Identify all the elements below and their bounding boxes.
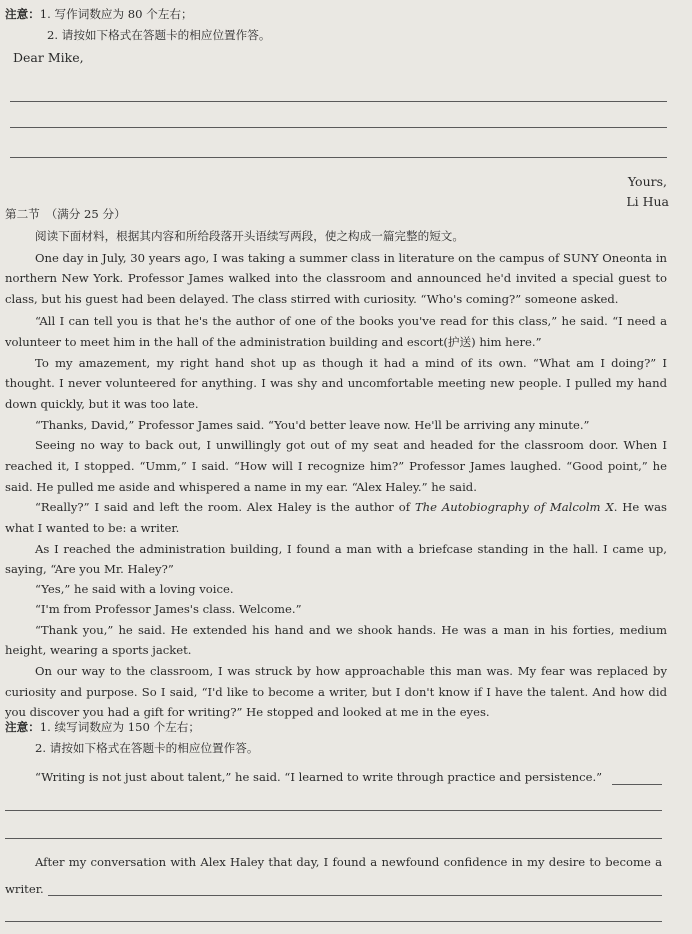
answer-line[interactable] — [612, 784, 662, 785]
note-1-item-1: 1. 写作词数应为 80 个左右； — [39, 7, 193, 21]
note-2-item-1: 1. 续写词数应为 150 个左右； — [39, 720, 200, 734]
story-line: down quickly, but it was too late. — [5, 397, 199, 411]
story-line: “I'm from Professor James's class. Welcome.” — [35, 602, 302, 616]
section-heading: 第二节 （满分 25 分） — [5, 207, 126, 221]
story-text: . He was — [613, 500, 667, 514]
story-line: Seeing no way to back out, I unwillingly got out of my seat and headed for the classroom door. When I — [35, 438, 667, 452]
answer-line[interactable] — [10, 101, 667, 102]
story-line: height, wearing a sports jacket. — [5, 643, 192, 657]
story-line: “Thank you,” he said. He extended his hand and we shook hands. He was a man in his forties, medium — [35, 623, 667, 637]
answer-line[interactable] — [48, 895, 662, 896]
story-line: volunteer to meet him in the hall of the administration building and escort(护送) him here.” — [5, 335, 542, 349]
story-line: you discover you had a gift for writing?” He stopped and looked at me in the eyes. — [5, 705, 490, 719]
story-line: As I reached the administration building, I found a man with a briefcase standing in the hall. I came up, — [35, 542, 667, 556]
story-line: class, but his guest had been delayed. The class stirred with curiosity. “Who's coming?” someone asked. — [5, 292, 619, 306]
story-line: One day in July, 30 years ago, I was taking a summer class in literature on the campus of SUNY Oneonta in — [35, 251, 667, 265]
note-1-label: 注意： — [5, 7, 40, 21]
story-line: curiosity and purpose. So I said, “I'd like to become a writer, but I don't know if I have the talent. And how did — [5, 685, 667, 699]
story-line: northern New York. Professor James walked into the classroom and announced he'd invited a special guest to — [5, 271, 667, 285]
note-1-item-2: 2. 请按如下格式在答题卡的相应位置作答。 — [47, 28, 271, 42]
story-line: “All I can tell you is that he's the author of one of the books you've read for this class,” he said. “I need a — [35, 314, 667, 328]
answer-line[interactable] — [5, 921, 662, 922]
continuation-opening-2-end: writer. — [5, 882, 44, 896]
note-2-line-1 — [5, 720, 200, 735]
answer-line[interactable] — [10, 127, 667, 128]
answer-line[interactable] — [5, 810, 662, 811]
note-2-label: 注意： — [5, 720, 40, 734]
book-title: The Autobiography of Malcolm X — [414, 500, 614, 514]
story-line: saying, “Are you Mr. Haley?” — [5, 562, 174, 576]
story-line: reached it, I stopped. “Umm,” I said. “How will I recognize him?” Professor James laughed. “Good point,” he — [5, 459, 667, 473]
story-line — [35, 500, 667, 515]
note-2-item-2: 2. 请按如下格式在答题卡的相应位置作答。 — [35, 741, 259, 755]
story-line: “Yes,” he said with a loving voice. — [35, 582, 234, 596]
story-line: what I wanted to be: a writer. — [5, 521, 180, 535]
story-line: “Thanks, David,” Professor James said. “You'd better leave now. He'll be arriving any minute.” — [35, 418, 590, 432]
letter-greeting: Dear Mike, — [13, 50, 84, 65]
letter-signature: Li Hua — [626, 194, 669, 209]
story-line: said. He pulled me aside and whispered a name in my ear. “Alex Haley.” he said. — [5, 480, 477, 494]
story-line: On our way to the classroom, I was struck by how approachable this man was. My fear was replaced by — [35, 664, 667, 678]
story-line: thought. I never volunteered for anything. I was shy and uncomfortable meeting new people. I pulled my hand — [5, 376, 667, 390]
continuation-opening-2: After my conversation with Alex Haley that day, I found a newfound confidence in my desire to become a — [35, 855, 662, 869]
continuation-opening-1: “Writing is not just about talent,” he said. “I learned to write through practice and persistence.” — [35, 770, 603, 784]
section-instruction: 阅读下面材料，根据其内容和所给段落开头语续写两段，使之构成一篇完整的短文。 — [35, 229, 464, 243]
letter-closing: Yours, — [627, 174, 667, 189]
answer-line[interactable] — [5, 838, 662, 839]
answer-line[interactable] — [10, 157, 667, 158]
story-line: To my amazement, my right hand shot up as though it had a mind of its own. “What am I doing?” I — [35, 356, 667, 370]
note-1-line-1 — [5, 7, 193, 22]
story-text: “Really?” I said and left the room. Alex Haley is the author of — [35, 500, 415, 514]
